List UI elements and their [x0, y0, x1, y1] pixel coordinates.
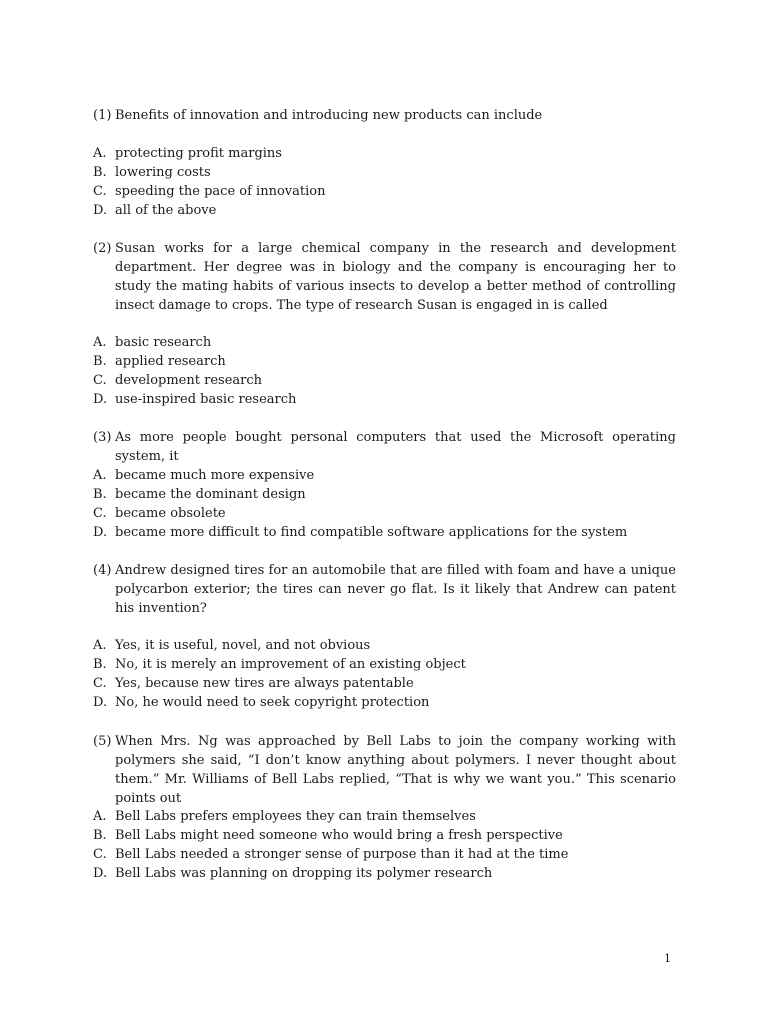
- question-5-stem: [93, 732, 676, 808]
- option-c: [93, 674, 676, 693]
- question-2-options: [93, 333, 676, 409]
- option-letter: A.: [93, 146, 107, 161]
- question-text: As more people bought personal computers that used the Microsoft operating system, it: [115, 430, 676, 464]
- option-letter: A.: [93, 638, 107, 653]
- option-letter: B.: [93, 165, 107, 180]
- question-number: (2): [93, 241, 112, 256]
- option-letter: D.: [93, 392, 108, 407]
- option-text: use-inspired basic research: [115, 392, 297, 407]
- option-letter: D.: [93, 525, 108, 540]
- option-a: [93, 636, 676, 655]
- option-c: [93, 371, 676, 390]
- option-text: Bell Labs prefers employees they can train themselves: [115, 809, 476, 824]
- option-b: [93, 826, 676, 845]
- question-2-stem: [93, 239, 676, 315]
- option-c: [93, 182, 676, 201]
- option-text: Bell Labs might need someone who would bring a fresh perspective: [115, 828, 563, 843]
- option-letter: D.: [93, 695, 108, 710]
- option-a: [93, 144, 676, 163]
- option-b: [93, 163, 676, 182]
- option-a: [93, 333, 676, 352]
- option-text: applied research: [115, 354, 226, 369]
- question-text: Susan works for a large chemical company in the research and development department. Her degree was in biology and the company is encouraging her to study the mating habits of various insects to develop a better method of controlling insect damage to crops. The type of research Susan is engaged in is called: [115, 241, 676, 313]
- option-letter: C.: [93, 847, 107, 862]
- option-text: Yes, because new tires are always patentable: [115, 676, 414, 691]
- option-letter: C.: [93, 676, 107, 691]
- option-text: became much more expensive: [115, 468, 315, 483]
- option-letter: B.: [93, 828, 107, 843]
- option-letter: B.: [93, 657, 107, 672]
- question-text: Andrew designed tires for an automobile that are filled with foam and have a unique polycarbon exterior; the tires can never go flat. Is it likely that Andrew can patent his invention?: [115, 563, 676, 616]
- question-text: Benefits of innovation and introducing new products can include: [115, 108, 543, 123]
- question-5-options: [93, 807, 676, 883]
- question-text: When Mrs. Ng was approached by Bell Labs to join the company working with polymers she said, “I don’t know anything about polymers. I never thought about them.” Mr. Williams of Bell Labs replied, “That is why we want you.” This scenario points out: [115, 734, 676, 806]
- question-number: (4): [93, 563, 112, 578]
- option-text: Yes, it is useful, novel, and not obvious: [115, 638, 371, 653]
- option-text: became the dominant design: [115, 487, 306, 502]
- question-4-options: [93, 636, 676, 712]
- question-number: (5): [93, 734, 112, 749]
- option-c: [93, 504, 676, 523]
- option-letter: C.: [93, 506, 107, 521]
- option-b: [93, 352, 676, 371]
- option-text: No, he would need to seek copyright protection: [115, 695, 430, 710]
- option-text: became obsolete: [115, 506, 226, 521]
- option-letter: B.: [93, 354, 107, 369]
- option-d: [93, 693, 676, 712]
- question-1-options: [93, 144, 676, 220]
- option-text: all of the above: [115, 203, 217, 218]
- option-text: became more difficult to find compatible software applications for the system: [115, 525, 628, 540]
- option-letter: C.: [93, 184, 107, 199]
- option-text: Bell Labs was planning on dropping its polymer research: [115, 866, 493, 881]
- option-d: [93, 390, 676, 409]
- option-d: [93, 523, 676, 542]
- question-number: (1): [93, 108, 112, 123]
- option-d: [93, 201, 676, 220]
- option-a: [93, 807, 676, 826]
- option-text: basic research: [115, 335, 212, 350]
- question-3-stem: [93, 428, 676, 466]
- question-number: (3): [93, 430, 112, 445]
- option-letter: C.: [93, 373, 107, 388]
- option-text: speeding the pace of innovation: [115, 184, 326, 199]
- question-4-stem: [93, 561, 676, 618]
- option-text: protecting profit margins: [115, 146, 282, 161]
- question-3-options: [93, 466, 676, 542]
- option-text: development research: [115, 373, 262, 388]
- option-text: Bell Labs needed a stronger sense of purpose than it had at the time: [115, 847, 569, 862]
- option-letter: A.: [93, 335, 107, 350]
- option-letter: D.: [93, 866, 108, 881]
- option-letter: D.: [93, 203, 108, 218]
- option-letter: A.: [93, 809, 107, 824]
- option-c: [93, 845, 676, 864]
- option-a: [93, 466, 676, 485]
- page-number: 1: [664, 952, 671, 965]
- question-1-stem: [93, 106, 676, 125]
- option-text: No, it is merely an improvement of an existing object: [115, 657, 466, 672]
- option-b: [93, 485, 676, 504]
- option-d: [93, 864, 676, 883]
- option-letter: B.: [93, 487, 107, 502]
- option-text: lowering costs: [115, 165, 211, 180]
- option-b: [93, 655, 676, 674]
- option-letter: A.: [93, 468, 107, 483]
